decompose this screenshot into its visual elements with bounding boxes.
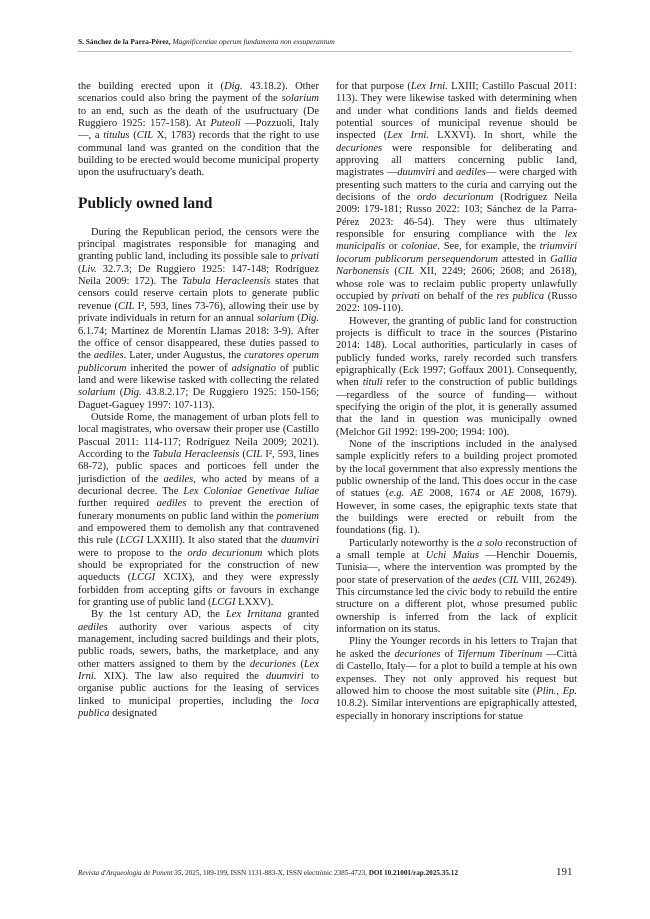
italic-term: Plin., Ep. bbox=[536, 685, 577, 697]
italic-term: duumviri bbox=[281, 535, 319, 547]
italic-term: e.g. bbox=[389, 488, 405, 500]
italic-term: Lex Coloniae Genetivae Iuliae bbox=[183, 485, 319, 497]
paragraph: Pliny the Younger records in his letters to Trajan that he asked the decuriones of Tifernum Tiberinum —Città di Castello, Italy— for a plot to build a temple at his own expenses. They not only approved his request but allowed him to choose the most suitable site (Plin., Ep. 10.8.2). Similar interventions are epigraphically attested, especially in honorary inscriptions for statue bbox=[336, 636, 577, 722]
italic-term: aediles bbox=[78, 621, 108, 633]
italic-term: duumviri bbox=[397, 167, 436, 179]
italic-term: Lex Irni. bbox=[78, 658, 319, 683]
italic-term: CIL bbox=[502, 574, 519, 586]
italic-term: LCGI bbox=[131, 572, 156, 584]
italic-term: Lex Irni. bbox=[387, 130, 429, 142]
italic-term: Liv. bbox=[81, 263, 97, 275]
italic-term: Tifernum Tiberinum bbox=[457, 648, 543, 660]
italic-term: aediles bbox=[163, 473, 194, 485]
italic-term: pomerium bbox=[276, 510, 319, 522]
italic-term: triumviri locorum publicorum persequendorum bbox=[336, 241, 578, 265]
italic-term: AE bbox=[410, 488, 424, 500]
italic-term: res publica bbox=[496, 290, 545, 302]
italic-term: aediles bbox=[456, 167, 486, 179]
page-number: 191 bbox=[556, 866, 573, 878]
italic-term: Gallia Narbonensis bbox=[336, 253, 577, 278]
italic-term: LCGI bbox=[211, 597, 236, 609]
header-divider bbox=[78, 51, 572, 52]
footer-journal: Revista d'Arqueologia de Ponent 35 bbox=[78, 869, 182, 877]
italic-term: decuriones bbox=[249, 658, 296, 670]
italic-term: lex municipalis bbox=[336, 229, 577, 253]
italic-term: tituli bbox=[362, 377, 383, 389]
italic-term: coloniae bbox=[401, 241, 438, 253]
italic-term: aediles bbox=[156, 498, 187, 510]
page-footer bbox=[78, 869, 572, 877]
paragraph: By the 1st century AD, the Lex Irnitana granted aediles authority over various aspects of city management, including sacred buildings and their plots, public roads, sewers, baths, the marketplace, and any other matters assigned to them by the decuriones (Lex Irni. XIX). The law also required the duumviri to organise public auctions for the leasing of services linked to municipal properties, including the loca publica designated bbox=[78, 609, 319, 720]
italic-term: solarium bbox=[256, 313, 295, 325]
italic-term: ordo decurionum bbox=[187, 547, 263, 559]
paragraph: During the Republican period, the censors were the principal magistrates responsible for managing and granting public land, including its possible sale to privati (Liv. 32.7.3; De Ruggiero 1925: 147-148; Rodríguez Neila 2009: 172). The Tabula Heracleensis states that censors could reserve certain plots to generate public revenue (CIL I², 593, lines 73-76), allowing their use by private individuals in return for an annual solarium (Dig. 6.1.74; Martínez de Morentín Llamas 2018: 3-9). After the office of censor disappeared, these duties passed to the aediles. Later, under Augustus, the curatores operum publicorum inherited the power of adsignatio of public land and were likewise tasked with collecting the related solarium (Dig. 43.8.2.17; De Ruggiero 1925: 150-156; Daguet-Gaguey 1997: 107-113). bbox=[78, 226, 320, 411]
header-title: Magnificentiae operum fundamenta non exsuperantum bbox=[172, 37, 335, 46]
footer-details: , 2025, 189-199, ISSN 1131-883-X, ISSN electrònic 2385-4723, bbox=[181, 869, 369, 877]
paragraph: None of the inscriptions included in the analysed sample explicitly refers to a building project promoted by the local government that also expressly mentions the public ownership of the land. This does occur in the case of statues (e.g. AE 2008, 1674 or AE 2008, 1679). However, in some cases, the epigraphic texts state that the buildings were erected or rebuilt from the foundations (fig. 1). bbox=[336, 438, 578, 537]
italic-term: a solo bbox=[476, 537, 503, 549]
italic-term: adsignatio bbox=[231, 362, 276, 374]
italic-term: titulus bbox=[103, 130, 130, 142]
italic-term: Tabula Heracleensis bbox=[181, 276, 271, 288]
italic-term: AE bbox=[501, 488, 514, 500]
italic-term: Tabula Heracleensis bbox=[152, 448, 240, 460]
italic-term: solarium bbox=[281, 93, 319, 105]
paragraph: Particularly noteworthy is the a solo reconstruction of a small temple at Uchi Maius —Henchir Douemis, Tunisia—, where the intervention was prompted by the poor state of preservation of the aedes (CIL VIII, 26249). This circumstance led the civic body to rebuild the entire structure on a different plot, whose presumed public ownership is inferred from the lack of explicit information on its status. bbox=[336, 537, 578, 636]
header-author: S. Sánchez de la Parra-Pérez, bbox=[78, 37, 171, 46]
italic-term: CIL bbox=[136, 130, 154, 142]
italic-term: Uchi Maius bbox=[425, 550, 480, 562]
right-column bbox=[336, 81, 577, 723]
italic-term: CIL bbox=[245, 448, 263, 460]
left-column bbox=[78, 81, 319, 721]
italic-term: CIL bbox=[118, 300, 135, 312]
italic-term: privati bbox=[391, 290, 420, 302]
italic-term: solarium bbox=[78, 387, 116, 399]
italic-term: duumviri bbox=[265, 671, 304, 683]
italic-term: Puteoli bbox=[210, 118, 241, 130]
italic-term: Dig. bbox=[224, 81, 243, 92]
italic-term: curatores operum publicorum bbox=[78, 350, 320, 374]
paragraph: Outside Rome, the management of urban plots fell to local magistrates, who oversaw their proper use (Castillo Pascual 2011: 114-117; Rodríguez Neila 2009; 2021). According to the Tabula Heracleensis (CIL I², 593, lines 68-72), public spaces and porticoes fell under the jurisdiction of the aediles, who acted by means of a decurional decree. The Lex Coloniae Genetivae Iuliae further required aediles to prevent the erection of funerary monuments on public land within the pomerium and empowered them to demolish any that contravened this rule (LCGI LXXIII). It also stated that the duumviri were to propose to the ordo decurionum which plots should be expropriated for the construction of new aqueducts (LCGI XCIX), and they were expressly forbidden from accepting gifts or favours in exchange for granting use of public land (LCGI LXXV). bbox=[78, 411, 320, 609]
section-heading: Publicly owned land bbox=[78, 194, 213, 212]
italic-term: CIL bbox=[397, 266, 415, 278]
italic-term: ordo decurionum bbox=[417, 192, 494, 204]
paragraph: the building erected upon it (Dig. 43.18.2). Other scenarios could also bring the payment of the solarium to an end, such as the death of the usufructuary (De Ruggiero 1925: 157-158). At Puteoli —Pozzuoli, Italy—, a titulus (CIL X, 1783) records that the right to use communal land was granted on the condition that the building to be erected would become municipal property upon the usufructuary's death. bbox=[78, 81, 320, 179]
italic-term: Lex Irnitana bbox=[225, 609, 282, 621]
italic-term: Dig. bbox=[300, 313, 319, 325]
italic-term: LCGI bbox=[119, 535, 144, 547]
italic-term: aediles bbox=[93, 350, 124, 362]
paragraph: for that purpose (Lex Irni. LXIII; Castillo Pascual 2011: 113). They were likewise tasked with determining when and under what conditions lands and fields deemed potential sources of municipal revenue should be inspected (Lex Irni. LXXVI). In short, while the decuriones were responsible for deliberating and approving all matters concerning public land, magistrates —duumviri and aediles— were charged with presenting such matters to the curia and carrying out the decisions of the ordo decurionum (Rodríguez Neila 2009: 179-181; Russo 2022: 103; Sánchez de la Parra-Pérez 2023: 46-54). They were thus ultimately responsible for ensuring compliance with the lex municipalis or coloniae. See, for example, the triumviri locorum publicorum persequendorum attested in Gallia Narbonensis (CIL XII, 2249; 2606; 2608; and 2618), whose role was to reclaim public property unlawfully occupied by privati on behalf of the res publica (Russo 2022: 109-110). bbox=[336, 81, 578, 315]
italic-term: privati bbox=[291, 251, 319, 263]
italic-term: decuriones bbox=[336, 142, 383, 154]
italic-term: loca publica bbox=[78, 695, 319, 720]
footer-doi: DOI 10.21001/rap.2025.35.12 bbox=[368, 869, 458, 877]
italic-term: Dig. bbox=[123, 387, 142, 399]
running-header bbox=[78, 37, 578, 46]
italic-term: Lex Irni. bbox=[410, 81, 448, 92]
paragraph: However, the granting of public land for construction projects is difficult to trace in the sources (Pistarino 2014: 148). Local authorities, particularly in cases of publicly funded works, rarely recorded such transfers epigraphically (Eck 1997; Goffaux 2001). Consequently, when tituli refer to the construction of public buildings —regardless of the source of funding— without specifying the origin of the plot, it is generally assumed that the land in question was municipally owned (Melchor Gil 1992: 199-200; 1994: 100). bbox=[336, 315, 577, 438]
italic-term: aedes bbox=[472, 574, 497, 586]
italic-term: decuriones bbox=[394, 648, 441, 660]
